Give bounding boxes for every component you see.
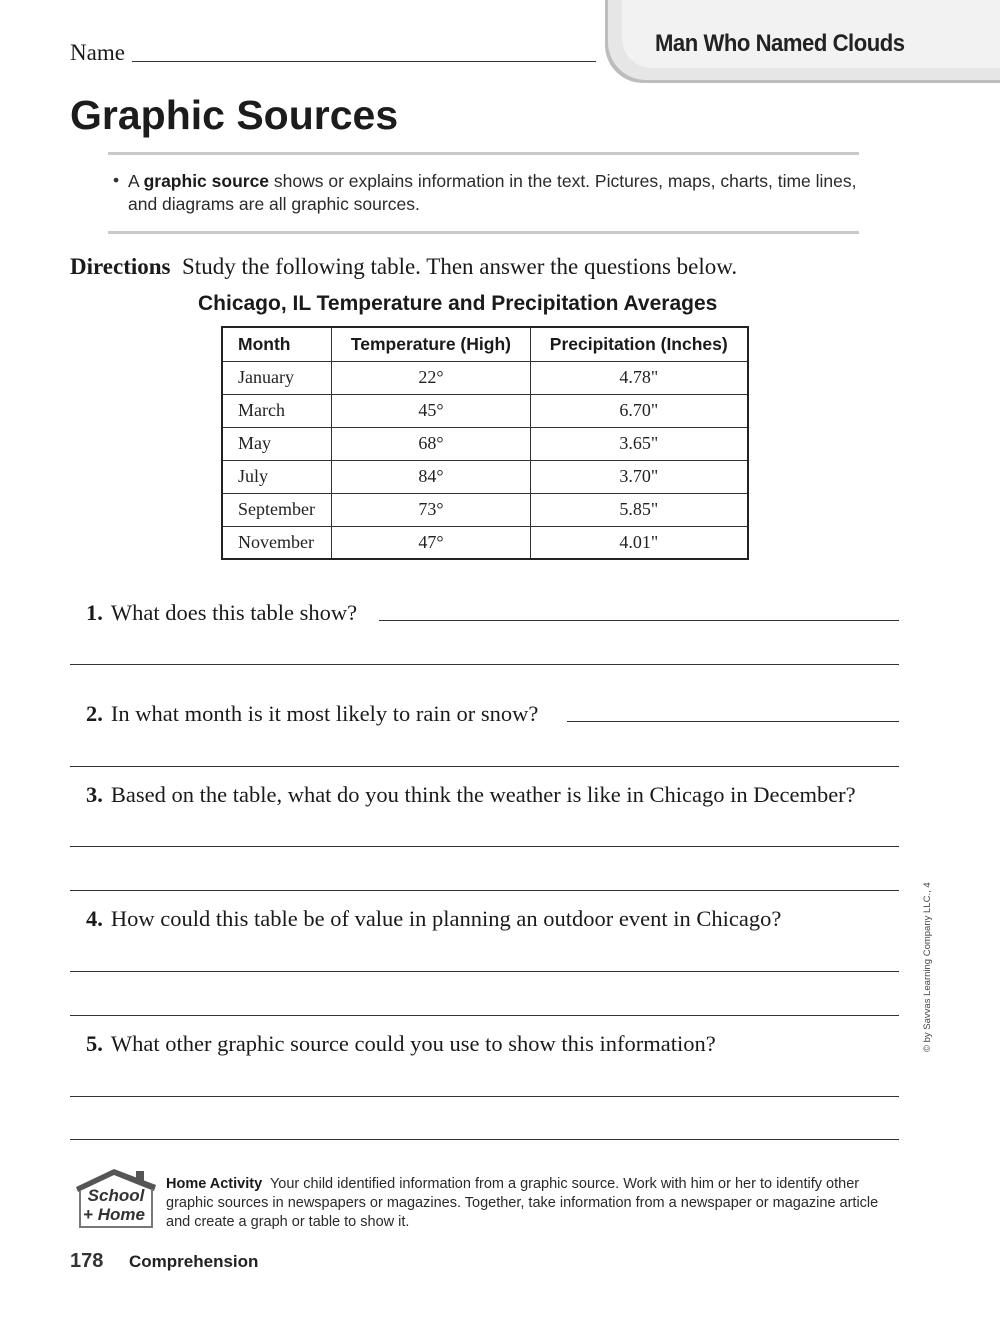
directions-text: Study the following table. Then answer the questions below. <box>182 254 738 279</box>
question-4: 4. How could this table be of value in planning an outdoor event in Chicago? <box>86 906 782 931</box>
home-activity <box>166 1175 906 1232</box>
answer-line-1b[interactable] <box>70 664 899 665</box>
story-title: Man Who Named Clouds <box>655 30 905 57</box>
name-input-line[interactable] <box>132 61 596 62</box>
name-label: Name <box>70 40 125 65</box>
cell-temperature: 84° <box>332 460 530 493</box>
cell-precipitation: 4.78" <box>530 361 748 394</box>
cell-month: May <box>222 427 332 460</box>
question-1: 1. What does this table show? <box>86 600 358 625</box>
cell-month: July <box>222 460 332 493</box>
column-header: Temperature (High) <box>332 327 530 361</box>
answer-line-4a[interactable] <box>70 971 899 972</box>
table-row <box>222 427 748 460</box>
answer-line-4b[interactable] <box>70 1015 899 1016</box>
table-header-row <box>222 327 748 361</box>
cell-month: November <box>222 526 332 559</box>
school-home-logo-icon <box>70 1165 160 1230</box>
cell-month: January <box>222 361 332 394</box>
column-header: Month <box>222 327 332 361</box>
logo-home-text: + Home <box>83 1205 145 1224</box>
cell-temperature: 22° <box>332 361 530 394</box>
copyright-notice: © by Savvas Learning Company LLC., 4 <box>922 882 933 1052</box>
answer-line-5a[interactable] <box>70 1096 899 1097</box>
answer-line-1a[interactable] <box>379 620 899 621</box>
cell-temperature: 68° <box>332 427 530 460</box>
cell-precipitation: 4.01" <box>530 526 748 559</box>
page-title: Graphic Sources <box>70 92 399 138</box>
answer-line-5b[interactable] <box>70 1139 899 1140</box>
table-row <box>222 493 748 526</box>
cell-precipitation: 6.70" <box>530 394 748 427</box>
directions <box>70 254 737 280</box>
question-3: 3. Based on the table, what do you think the weather is like in Chicago in December? <box>86 782 856 807</box>
section-name: Comprehension <box>129 1252 259 1271</box>
logo-school-text: School <box>87 1186 145 1205</box>
home-activity-text: Your child identified information from a graphic source. Work with him or her to identify other graphic sources in newspapers or magazines. Together, take information from a newspaper or magazine article and create a graph or table to show it. <box>166 1176 879 1230</box>
cell-precipitation: 3.65" <box>530 427 748 460</box>
cell-month: March <box>222 394 332 427</box>
cell-precipitation: 5.85" <box>530 493 748 526</box>
column-header: Precipitation (Inches) <box>530 327 748 361</box>
answer-line-2b[interactable] <box>70 766 899 767</box>
page-number: 178 <box>70 1250 104 1272</box>
answer-line-3a[interactable] <box>70 846 899 847</box>
cell-temperature: 45° <box>332 394 530 427</box>
term-graphic-source: graphic source <box>143 171 270 191</box>
table-title: Chicago, IL Temperature and Precipitation Averages <box>198 292 718 315</box>
cell-temperature: 73° <box>332 493 530 526</box>
question-5: 5. What other graphic source could you use to show this information? <box>86 1031 716 1056</box>
cell-month: September <box>222 493 332 526</box>
table-row <box>222 361 748 394</box>
home-activity-label: Home Activity <box>166 1176 263 1192</box>
info-top-rule <box>108 152 859 155</box>
table-row <box>222 394 748 427</box>
answer-line-2a[interactable] <box>567 721 899 722</box>
table-row <box>222 460 748 493</box>
answer-line-3b[interactable] <box>70 890 899 891</box>
question-2: 2. In what month is it most likely to rain or snow? <box>86 701 539 726</box>
table-row <box>222 526 748 559</box>
info-bottom-rule <box>108 231 859 234</box>
bullet-icon: • <box>113 170 120 190</box>
directions-label: Directions <box>70 254 171 279</box>
info-bullet-text: A graphic source shows or explains information in the text. Pictures, maps, charts, time lines, and diagrams are all graphic sources. <box>128 171 857 214</box>
cell-temperature: 47° <box>332 526 530 559</box>
data-table <box>221 326 749 560</box>
cell-precipitation: 3.70" <box>530 460 748 493</box>
